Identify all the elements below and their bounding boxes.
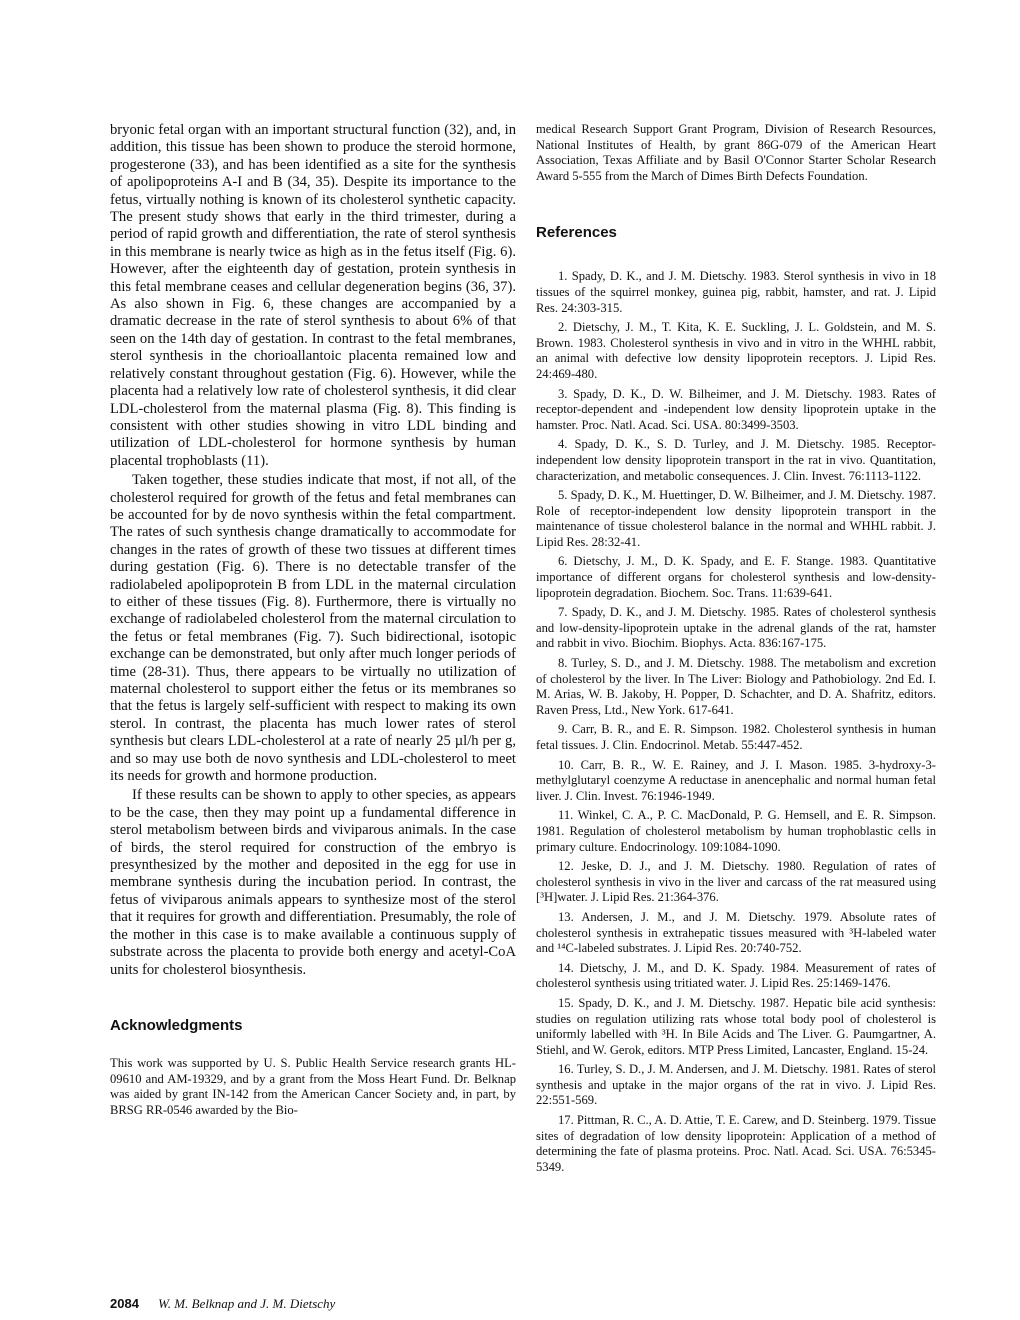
acknowledgments-heading: Acknowledgments (110, 1016, 243, 1034)
reference-item: 17. Pittman, R. C., A. D. Attie, T. E. Carew, and D. Steinberg. 1979. Tissue sites of degradation of low density lipoprotein: Application of a method of determining the fate of plasma proteins. Proc. Natl. Acad. Sci. USA. 76:5345-5349. (536, 1113, 936, 1174)
reference-item: 14. Dietschy, J. M., and D. K. Spady. 1984. Measurement of rates of cholesterol synthesis using tritiated water. J. Lipid Res. 25:1469-1476. (536, 960, 936, 991)
reference-item: 15. Spady, D. K., and J. M. Dietschy. 1987. Hepatic bile acid synthesis: studies on regulation utilizing rats whose total body pool of cholesterol is uniformly labelled with ³H. In Bile Acids and The Liver. G. Paumgartner, A. Stiehl, and W. Gerok, editors. MTP Press Limited, Lancaster, England. 15-24. (536, 995, 936, 1057)
reference-item: 7. Spady, D. K., and J. M. Dietschy. 1985. Rates of cholesterol synthesis and low-density-lipoprotein uptake in the adrenal glands of the rat, hamster and rabbit in vivo. Biochim. Biophys. Acta. 836:167-175. (536, 605, 936, 651)
body-paragraph: bryonic fetal organ with an important structural function (32), and, in addition, this tissue has been shown to produce the steroid hormone, progesterone (33), and has been identified as a site for the synthesis of apolipoproteins A-I and B (34, 35). Despite its importance to the fetus, virtually nothing is known of its cholesterol synthetic capacity. The present study shows that early in the third trimester, during a period of rapid growth and differentiation, the rate of sterol synthesis in this membrane is nearly twice as high as in the fetus itself (Fig. 6). However, after the eighteenth day of gestation, protein synthesis in this fetal membrane ceases and cellular degeneration begins (36, 37). As also shown in Fig. 6, these changes are accompanied by a dramatic decrease in the rate of sterol synthesis to about 6% of that seen on the 14th day of gestation. In contrast to the fetal membranes, sterol synthesis in the chorioallantoic placenta remained low and relatively constant throughout gestation (Fig. 6). However, while the placenta had a relatively low rate of cholesterol synthesis, it did clear LDL-cholesterol from the maternal plasma (Fig. 8). This finding is consistent with other studies showing in vitro LDL binding and utilization of LDL-cholesterol for hormone synthesis by human placental trophoblasts (11). (110, 122, 516, 469)
reference-item: 4. Spady, D. K., S. D. Turley, and J. M. Dietschy. 1985. Receptor-independent low density lipoprotein transport in the rat in vivo. Quantitation, characterization, and metabolic consequences. J. Clin. Invest. 76:1113-1122. (536, 437, 936, 483)
references-list (536, 269, 936, 1175)
reference-item: 8. Turley, S. D., and J. M. Dietschy. 1988. The metabolism and excretion of cholesterol by the liver. In The Liver: Biology and Pathobiology. 2nd Ed. I. M. Arias, W. B. Jakoby, H. Popper, D. Schachter, and D. A. Shafritz, editors. Raven Press, Ltd., New York. 617-641. (536, 656, 936, 717)
acknowledgments-continued: medical Research Support Grant Program, Division of Research Resources, National Institutes of Health, by grant 86G-079 of the American Heart Association, Texas Affiliate and by Basil O'Connor Starter Scholar Research Award 5-555 from the March of Dimes Birth Defects Foundation. (536, 122, 936, 183)
reference-item: 10. Carr, B. R., W. E. Rainey, and J. I. Mason. 1985. 3-hydroxy-3-methylglutaryl coenzyme A reductase in anencephalic and normal human fetal liver. J. Clin. Invest. 76:1946-1949. (536, 757, 936, 803)
right-column (536, 122, 936, 1179)
reference-item: 2. Dietschy, J. M., T. Kita, K. E. Suckling, J. L. Goldstein, and M. S. Brown. 1983. Cholesterol synthesis in vivo and in vitro in the WHHL rabbit, an animal with defective low density lipoprotein receptors. J. Lipid Res. 24:469-480. (536, 320, 936, 381)
reference-item: 16. Turley, S. D., J. M. Andersen, and J. M. Dietschy. 1981. Rates of sterol synthesis and uptake in the major organs of the rat in vivo. J. Lipid Res. 22:551-569. (536, 1062, 936, 1108)
reference-item: 3. Spady, D. K., D. W. Bilheimer, and J. M. Dietschy. 1983. Rates of receptor-dependent and -independent low density lipoprotein uptake in the hamster. Proc. Natl. Acad. Sci. USA. 80:3499-3503. (536, 386, 936, 432)
reference-item: 6. Dietschy, J. M., D. K. Spady, and E. F. Stange. 1983. Quantitative importance of different organs for cholesterol synthesis and low-density-lipoprotein degradation. Biochem. Soc. Trans. 11:639-641. (536, 554, 936, 600)
reference-item: 11. Winkel, C. A., P. C. MacDonald, P. G. Hemsell, and E. R. Simpson. 1981. Regulation of cholesterol metabolism by human trophoblastic cells in primary culture. Endocrinology. 109:1084-1090. (536, 808, 936, 854)
reference-item: 13. Andersen, J. M., and J. M. Dietschy. 1979. Absolute rates of cholesterol synthesis in extrahepatic tissues measured with ³H-labeled water and ¹⁴C-labeled substrates. J. Lipid Res. 20:740-752. (536, 909, 936, 956)
acknowledgments-text: This work was supported by U. S. Public Health Service research grants HL-09610 and AM-19329, and by a grant from the Moss Heart Fund. Dr. Belknap was aided by grant IN-142 from the American Cancer Society and, in part, by BRSG RR-0546 awarded by the Bio- (110, 1055, 516, 1117)
reference-item: 5. Spady, D. K., M. Huettinger, D. W. Bilheimer, and J. M. Dietschy. 1987. Role of receptor-independent low density lipoprotein transport in the maintenance of tissue cholesterol balance in the normal and WHHL rabbit. J. Lipid Res. 28:32-41. (536, 488, 936, 549)
page-number: 2084 (110, 1296, 139, 1311)
left-column (110, 122, 516, 1118)
reference-item: 12. Jeske, D. J., and J. M. Dietschy. 1980. Regulation of rates of cholesterol synthesis in vivo in the liver and carcass of the rat measured using [³H]water. J. Lipid Res. 21:364-376. (536, 859, 936, 905)
body-paragraph: If these results can be shown to apply to other species, as appears to be the case, then they may point up a fundamental difference in sterol metabolism between birds and viviparous animals. In the case of birds, the sterol required for construction of the embryo is presynthesized by the mother and deposited in the egg for use in membrane synthesis during the incubation period. In contrast, the fetus of viviparous animals appears to synthesize most of the sterol that it requires for growth and differentiation. Presumably, the role of the mother in this case is to make available a continuous supply of substrate across the placenta to provide both energy and acetyl-CoA units for cholesterol biosynthesis. (110, 787, 516, 978)
references-heading: References (536, 224, 617, 242)
reference-item: 1. Spady, D. K., and J. M. Dietschy. 1983. Sterol synthesis in vivo in 18 tissues of the squirrel monkey, guinea pig, rabbit, hamster, and rat. J. Lipid Res. 24:303-315. (536, 269, 936, 315)
running-authors: W. M. Belknap and J. M. Dietschy (158, 1296, 336, 1311)
page-footer (110, 1296, 335, 1312)
reference-item: 9. Carr, B. R., and E. R. Simpson. 1982. Cholesterol synthesis in human fetal tissues. J. Clin. Endocrinol. Metab. 55:447-452. (536, 722, 936, 752)
body-paragraph: Taken together, these studies indicate that most, if not all, of the cholesterol required for growth of the fetus and fetal membranes can be accounted for by de novo synthesis within the fetal compartment. The rates of such synthesis change dramatically to accommodate for changes in the rates of growth of these two tissues at different times during gestation (Fig. 6). There is no detectable transfer of the radiolabeled apolipoprotein B from LDL in the maternal circulation to either of these tissues (Fig. 8). Furthermore, there is virtually no exchange of radiolabeled cholesterol from the maternal circulation to the fetus or fetal membranes (Fig. 7). Such bidirectional, isotopic exchange can be demonstrated, but only after much longer periods of time (28-31). Thus, there appears to be virtually no utilization of maternal cholesterol to support either the fetus or its membranes so that the fetus is largely self-sufficient with respect to making its own sterol. In contrast, the placenta has much lower rates of sterol synthesis but clears LDL-cholesterol at a rate of nearly 25 µl/h per g, and so may use both de novo synthesis and LDL-cholesterol to meet its needs for growth and hormone production. (110, 472, 516, 785)
